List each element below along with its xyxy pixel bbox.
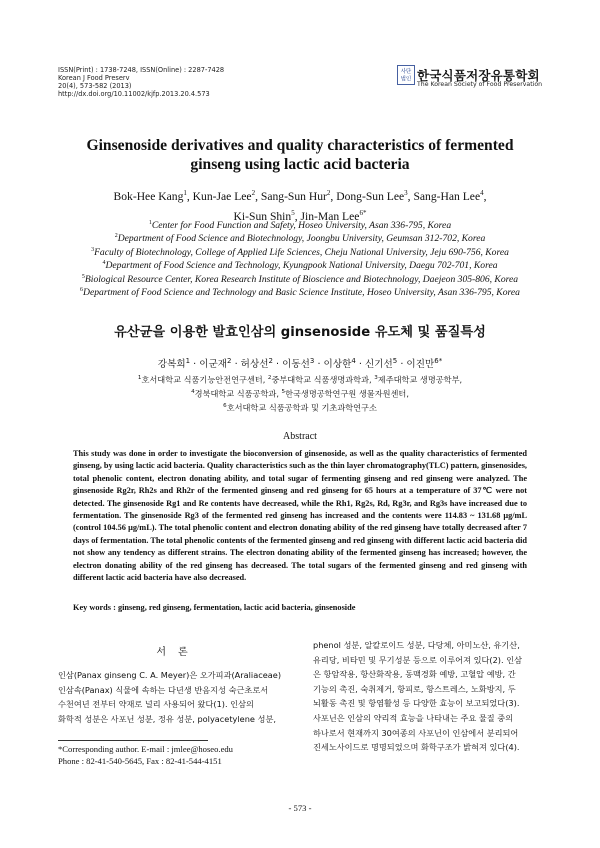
affiliation-item — [40, 231, 560, 244]
body-line: 진세노사이드로 명명되었으며 화학구조가 밝혀져 있다(4). — [313, 742, 520, 753]
footnote — [58, 744, 308, 767]
author-name: Dong-Sun Lee — [336, 189, 405, 203]
corresponding-author: *Corresponding author. E-mail : jmlee@hoseo.edu — [58, 744, 233, 754]
author-affil-mark: 5 — [291, 208, 295, 217]
korean-author-mark: 2 — [268, 357, 273, 365]
body-line: 인삼속(Panax) 식물에 속하는 다년생 반음지성 숙근초로서 — [58, 684, 269, 695]
korean-author-list: 강복희$^1$ · 이군재$^2$ · 허상선$^2$ · 이동선$^3$ · 이상한$^4$ · 신기선$^5$ · 이진만$^{6*}$ — [157, 357, 443, 371]
korean-author-mark: 5 — [392, 357, 398, 365]
body-line: phenol 성분, 알칼로이드 성분, 다당체, 아미노산, 유기산, — [313, 640, 520, 650]
svg-text:법인: 법인 — [400, 76, 412, 83]
korean-affiliation-line — [40, 400, 560, 414]
body-line: 사포닌은 인삼의 약리적 효능을 나타내는 주요 물질 중의 — [313, 712, 514, 723]
affiliation-mark: 5 — [81, 273, 85, 280]
korean-affiliation-mark: 4 — [191, 389, 195, 396]
volume-pages: 20(4), 573-582 (2013) — [58, 82, 132, 90]
affiliation-text: Faculty of Biotechnology, College of Applied Life Sciences, Cheju National University, Jeju 690-756, Korea — [94, 246, 509, 258]
affiliation-text: Center for Food Function and Safety, Hoseo University, Asan 336-795, Korea — [151, 220, 452, 232]
author-affil-mark: 3 — [404, 189, 408, 197]
society-logo — [397, 64, 557, 92]
korean-affiliation-text: 제주대학교 생명공학부, — [377, 374, 463, 385]
affiliation-mark: 6 — [80, 286, 84, 293]
korean-author-name: 이상한 — [323, 359, 352, 371]
introduction-heading: 서론 — [156, 647, 200, 658]
society-name-korean: 한국식품저장유통학회 — [417, 68, 540, 83]
korean-affiliation-text: 호서대학교 식품기능안전연구센터, — [141, 374, 266, 385]
body-line: 기능의 촉진, 숙취제거, 항피로, 항스트레스, 노화방지, 두 — [313, 683, 516, 694]
korean-affiliation-text: 호서대학교 식품공학과 및 기초과학연구소 — [226, 403, 377, 414]
korean-author-mark: 1 — [185, 357, 191, 365]
body-line: 하나로서 현재까지 30여종의 사포닌이 인삼에서 분리되어 — [313, 727, 519, 738]
body-column-left — [58, 668, 304, 726]
affiliation-mark: 3 — [91, 246, 95, 253]
body-column-right — [313, 638, 553, 755]
korean-affiliation-text: 중부대학교 식품생명과학과, — [271, 374, 372, 385]
keywords-list: ginseng, red ginseng, fermentation, lactic acid bacteria, ginsenoside — [117, 603, 356, 612]
paper-title-line: ginseng using lactic acid bacteria — [190, 156, 410, 173]
author-affil-mark: 2 — [326, 189, 331, 197]
affiliation-text: Biological Resource Center, Korea Research Institute of Bioscience and Biotechnology, Daejeon 305-806, Korea — [84, 273, 519, 285]
keywords — [73, 603, 527, 612]
author-name: Ki-Sun Shin — [233, 209, 292, 223]
author-name: Sang-Sun Hur — [260, 189, 327, 203]
affiliation-mark: 2 — [114, 233, 118, 240]
affiliation-list — [40, 218, 560, 298]
affiliation-item — [40, 258, 560, 271]
svg-text:사단: 사단 — [400, 69, 412, 75]
abstract-body: This study was done in order to investigate the bioconversion of ginsenoside, as well as the quality characteristics of fermented ginseng, by using lactic acid bacteria. Quality characteristics such as the thin layer chromatography(TLC) pattern, ginsenosides, total phenolic content, electron donating ability, and total sugar of fermenting ginseng and red ginseng were analyzed. The ginsenoside Rg2r, Rh2s and Rh2r of the fermented ginseng and red ginseng for 65 hours at a temperature of 37℃ were not detected. The ginsenoside Rg1 and Re contents have decreased, while the Rh1, Rg2s, Rd, Rg3r, and Rg3s have increased due to fermentation. The ginsenoside Rg3 of the fermented red ginseng has increased and the contents were 114.83 ~ 131.68 μg/mL (control 104.56 μg/mL). The total phenolic content and electron donating ability of the red ginseng have totally decreased after 7 days of fermentation. The total phenolic contents of the fermented ginseng and red ginseng with different lactic acid bacteria did not show any tendency as different strains. The electron donating ability of the fermented ginseng has increased; however, the electron donating ability of the red ginseng has decreased. The total sugars of the fermented ginseng and red ginseng with different lactic acid bacteria have also decreased. — [73, 449, 527, 583]
korean-author-mark: 2 — [227, 357, 232, 365]
korean-author-mark: 4 — [351, 357, 356, 365]
affiliation-item — [40, 285, 560, 298]
author-name: Jin-Man Lee — [300, 209, 360, 223]
author-affil-mark: 2 — [251, 189, 256, 197]
author-name: Sang-Han Lee — [413, 189, 481, 203]
body-line: 뇌활동 촉진 및 항염활성 등 다양한 효능이 보고되었다(3). — [313, 698, 520, 709]
korean-author-mark: 3 — [309, 357, 315, 365]
author-line: Ki-Sun Shin$^5$, Jin-Man Lee$^{6*}$ — [233, 208, 367, 223]
korean-author-name: 이군재 — [199, 359, 228, 371]
affiliation-item — [40, 218, 560, 231]
korean-author-name: 이동선 — [282, 359, 310, 371]
journal-meta — [58, 66, 318, 98]
korean-affiliation-mark: 1 — [137, 375, 142, 381]
korean-affiliation-mark: 3 — [374, 375, 378, 381]
contact-phone-fax: Phone : 82-41-540-5645, Fax : 82-41-544-4151 — [58, 755, 222, 766]
body-line: 화학적 성분은 사포닌 성분, 정유 성분, polyacetylene 성분, — [58, 713, 276, 724]
author-affil-mark: 1 — [183, 189, 187, 197]
doi-link[interactable]: http://dx.doi.org/10.11002/kjfp.2013.20.4.573 — [58, 90, 210, 98]
korean-author-name: 강복희 — [157, 359, 186, 371]
society-name-english: The Korean Society of Food Preservation — [417, 81, 543, 88]
korean-author-name: 이진만 — [406, 359, 435, 371]
korean-affiliation-mark: 6 — [223, 403, 227, 410]
body-line: 은 항암작용, 항산화작용, 동맥경화 예방, 고혈압 예방, 간 — [313, 669, 516, 680]
korean-affiliation-mark: 2 — [267, 375, 272, 381]
korean-author-mark: 6* — [434, 357, 443, 365]
korean-author-name: 허상선 — [240, 359, 269, 371]
body-line: 유리당, 비타민 및 무기성분 등으로 이루어져 있다(2). 인삼 — [313, 654, 523, 665]
author-line: Bok-Hee Kang$^1$, Kun-Jae Lee$^2$, Sang-Sun Hur$^2$, Dong-Sun Lee$^3$, Sang-Han Lee$^4$, — [113, 189, 487, 203]
affiliation-mark: 1 — [148, 220, 152, 226]
body-line: 인삼(Panax ginseng C. A. Meyer)은 오가피과(Araliaceae) — [58, 670, 282, 680]
society-seal-icon — [397, 65, 415, 85]
affiliation-item — [40, 272, 560, 285]
korean-affiliation-list — [40, 372, 560, 414]
affiliation-text: Department of Food Science and Technology, Kyungpook National University, Daegu 702-701, Korea — [105, 260, 498, 272]
affiliation-mark: 4 — [102, 260, 106, 267]
affiliation-text: Department of Food Science and Biotechnology, Joongbu University, Geumsan 312-702, Korea — [117, 233, 486, 245]
body-line: 수천여년 전부터 약재로 널리 사용되어 왔다(1). 인삼의 — [58, 699, 254, 710]
affiliation-item — [40, 245, 560, 258]
korean-affiliation-line — [40, 386, 560, 400]
korean-title: 유산균을 이용한 발효인삼의 ginsenoside 유도체 및 품질특성 — [114, 325, 486, 340]
issn-line: ISSN(Print) : 1738-7248, ISSN(Online) : 2287-7428 — [58, 66, 225, 74]
author-affil-mark: 6* — [359, 208, 367, 217]
korean-affiliation-text: 한국생명공학연구원 생물자원센터, — [285, 388, 409, 399]
author-name: Kun-Jae Lee — [192, 189, 252, 203]
paper-title — [40, 136, 560, 174]
korean-author-name: 신기선 — [364, 359, 393, 371]
abstract-heading: Abstract — [283, 431, 317, 442]
keywords-label: Key words : — [73, 603, 116, 612]
footnote-divider — [58, 740, 208, 741]
korean-affiliation-mark: 5 — [281, 389, 286, 396]
author-affil-mark: 4 — [480, 189, 484, 197]
korean-affiliation-line — [40, 372, 560, 386]
korean-affiliation-text: 경북대학교 식품공학과, — [194, 388, 279, 399]
page-number: - 573 - — [288, 803, 312, 813]
affiliation-text: Department of Food Science and Technology and Basic Science Institute, Hoseo University, Asan 336-795, Korea — [83, 287, 520, 299]
paper-title-line: Ginsenoside derivatives and quality characteristics of fermented — [86, 137, 514, 154]
journal-name: Korean J Food Preserv — [58, 74, 130, 82]
author-name: Bok-Hee Kang — [113, 189, 184, 203]
